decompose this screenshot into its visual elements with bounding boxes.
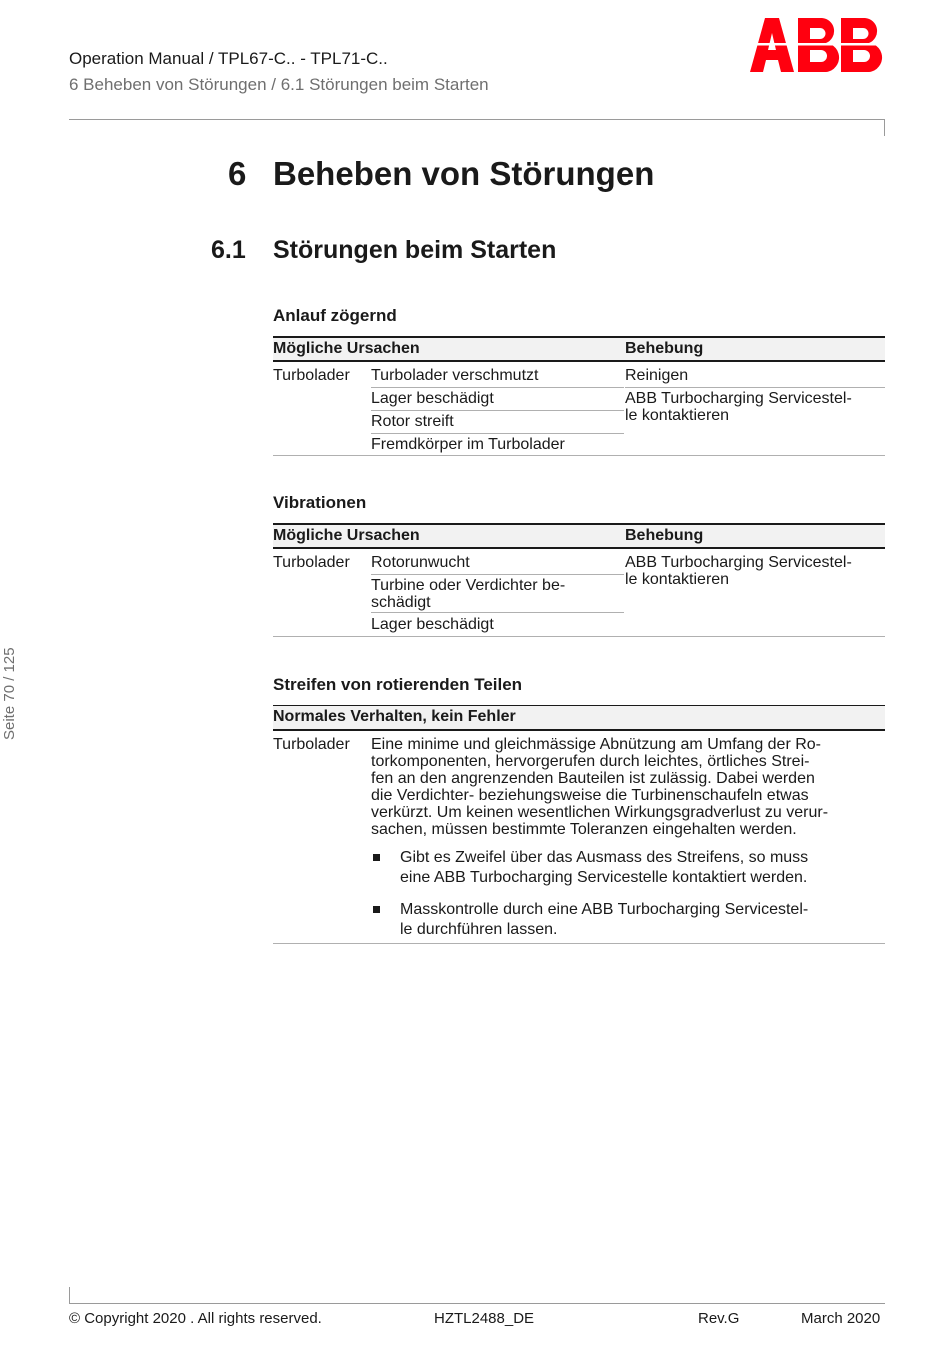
remedy-cell: ABB Turbocharging Servicestel- le kontaktieren [625,390,852,424]
revision: Rev.G [698,1310,740,1327]
table-header [273,523,885,549]
cause-cell: Lager beschädigt [371,616,494,633]
table-header [273,336,885,362]
section-title: Störungen beim Starten [273,236,557,264]
cause-cell: Rotorunwucht [371,554,470,571]
document-title: Operation Manual / TPL67-C.. - TPL71-C.. [69,49,388,68]
column-header-remedy: Behebung [625,340,704,357]
footer-rule-tick [69,1287,70,1304]
column-header-causes: Mögliche Ursachen [273,340,420,357]
table-title-rubbing: Streifen von rotierenden Teilen [273,675,523,694]
abb-logo [750,18,886,72]
footer-rule [69,1303,885,1304]
table-title-slow-start: Anlauf zögernd [273,306,397,325]
cause-cell: Turbolader verschmutzt [371,367,539,384]
cause-cell: Fremdkörper im Turbolader [371,436,565,453]
table-header [273,705,885,731]
row-divider [371,574,624,575]
list-item-text: Gibt es Zweifel über das Ausmass des Streifens, so muss eine ABB Turbocharging Servicestelle kontaktiert werden. [400,849,809,886]
chapter-number: 6 [228,155,247,192]
column-header-normal: Normales Verhalten, kein Fehler [273,708,516,725]
component-cell: Turbolader [273,367,350,384]
row-divider [625,387,885,388]
row-divider [371,433,624,434]
header-rule-tick [884,119,885,136]
column-header-causes: Mögliche Ursachen [273,527,420,544]
section-number: 6.1 [211,236,246,264]
cause-cell: Rotor streift [371,413,454,430]
remedy-cell: Reinigen [625,367,689,384]
table-body [273,549,885,637]
page-marker: Seite 70 / 125 [1,647,18,740]
section-heading [211,236,556,265]
component-cell: Turbolader [273,736,350,753]
table-body [273,362,885,456]
explanation-paragraph: Eine minime und gleichmässige Abnützung am Umfang der Ro- torkomponenten, hervorgerufen durch leichtes, örtliches Strei- fen an den angrenzenden Bauteilen ist zulässig. Dabei werden die Verdichter- beziehungsweise die Turbinenschaufeln etwas verkürzt. Um keinen wesentlichen Wirkungsgradverlust zu verur- sachen, müssen bestimmte Toleranzen eingehalten werden. [371,736,829,838]
chapter-heading [228,155,654,193]
list-item-text: Masskontrolle durch eine ABB Turbocharging Servicestel- le durchführen lassen. [400,901,809,938]
document-id: HZTL2488_DE [434,1310,535,1327]
cause-cell: Lager beschädigt [371,390,494,407]
remedy-cell: ABB Turbocharging Servicestel- le kontaktieren [625,554,852,588]
bullet-icon [373,854,380,861]
breadcrumb: 6 Beheben von Störungen / 6.1 Störungen beim Starten [69,75,489,94]
table-rubbing [273,705,885,944]
component-cell: Turbolader [273,554,350,571]
header-rule [69,119,885,120]
row-divider [371,387,624,388]
chapter-title: Beheben von Störungen [273,155,655,192]
table-vibrations [273,523,885,637]
column-header-remedy: Behebung [625,527,704,544]
table-slow-start [273,336,885,456]
bullet-icon [373,906,380,913]
row-divider [371,612,624,613]
row-divider [371,410,624,411]
copyright: © Copyright 2020 . All rights reserved. [69,1310,322,1327]
table-title-vibrations: Vibrationen [273,493,367,512]
publication-date: March 2020 [801,1310,881,1327]
cause-cell: Turbine oder Verdichter be- schädigt [371,577,566,611]
table-body [273,731,885,944]
